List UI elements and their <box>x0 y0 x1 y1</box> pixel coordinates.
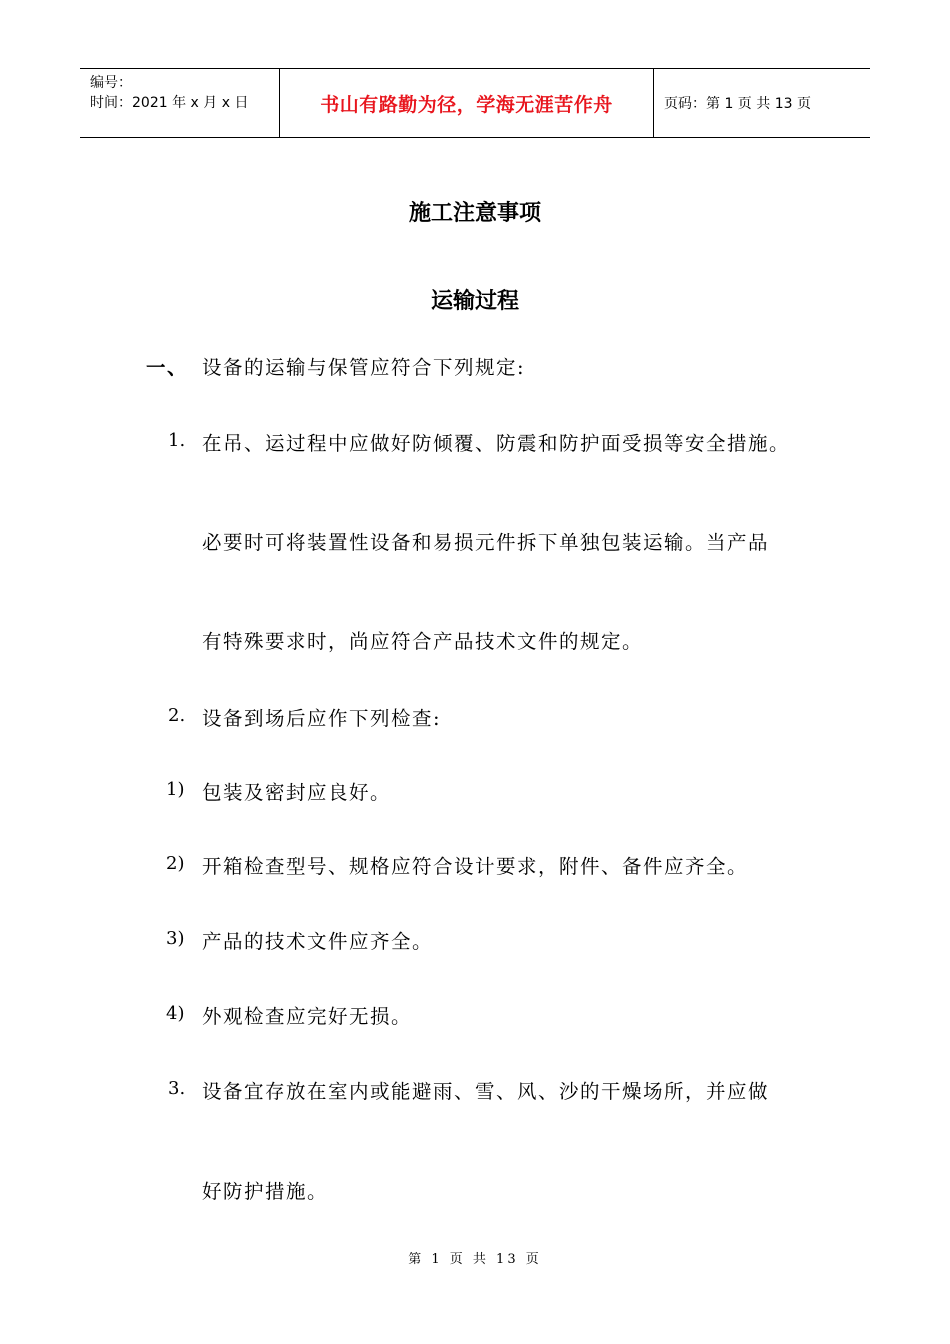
header-motto: 书山有路勤为径，学海无涯苦作舟 <box>280 69 654 137</box>
document-title: 施工注意事项 <box>408 201 541 226</box>
page-footer: 第 1 页 共 13 页 <box>408 1252 542 1267</box>
paragraph-line: 在吊、运过程中应做好防倾覆、防震和防护面受损等安全措施。 <box>202 432 791 455</box>
section-marker: 一、 <box>146 356 189 379</box>
time-label: 时间：2021 年 x 月 x 日 <box>90 95 249 111</box>
section-text: 设备的运输与保管应符合下列规定: <box>202 356 526 379</box>
paragraph-line: 有特殊要求时，尚应符合产品技术文件的规定。 <box>202 630 644 653</box>
item-number: 1. <box>168 430 186 451</box>
number-label: 编号： <box>90 75 132 91</box>
sub-item-number: 3) <box>166 928 185 949</box>
paragraph-line: 产品的技术文件应齐全。 <box>202 930 434 953</box>
header-meta-cell <box>80 69 280 137</box>
paragraph-line: 设备到场后应作下列检查: <box>202 707 442 730</box>
header-table <box>80 68 870 138</box>
item-number: 2. <box>168 705 186 726</box>
header-page-info: 页码：第 1 页 共 13 页 <box>664 96 811 112</box>
paragraph-line: 好防护措施。 <box>202 1180 329 1203</box>
paragraph-line: 开箱检查型号、规格应符合设计要求，附件、备件应齐全。 <box>202 855 749 878</box>
paragraph-line: 外观检查应完好无损。 <box>202 1005 413 1028</box>
paragraph-line: 设备宜存放在室内或能避雨、雪、风、沙的干燥场所，并应做 <box>202 1080 770 1103</box>
sub-item-number: 1) <box>166 779 185 800</box>
paragraph-line: 必要时可将装置性设备和易损元件拆下单独包装运输。当产品 <box>202 531 770 554</box>
document-subtitle: 运输过程 <box>430 289 519 314</box>
paragraph-line: 包装及密封应良好。 <box>202 781 392 804</box>
item-number: 3. <box>168 1078 186 1099</box>
sub-item-number: 2) <box>166 853 185 874</box>
sub-item-number: 4) <box>166 1003 185 1024</box>
